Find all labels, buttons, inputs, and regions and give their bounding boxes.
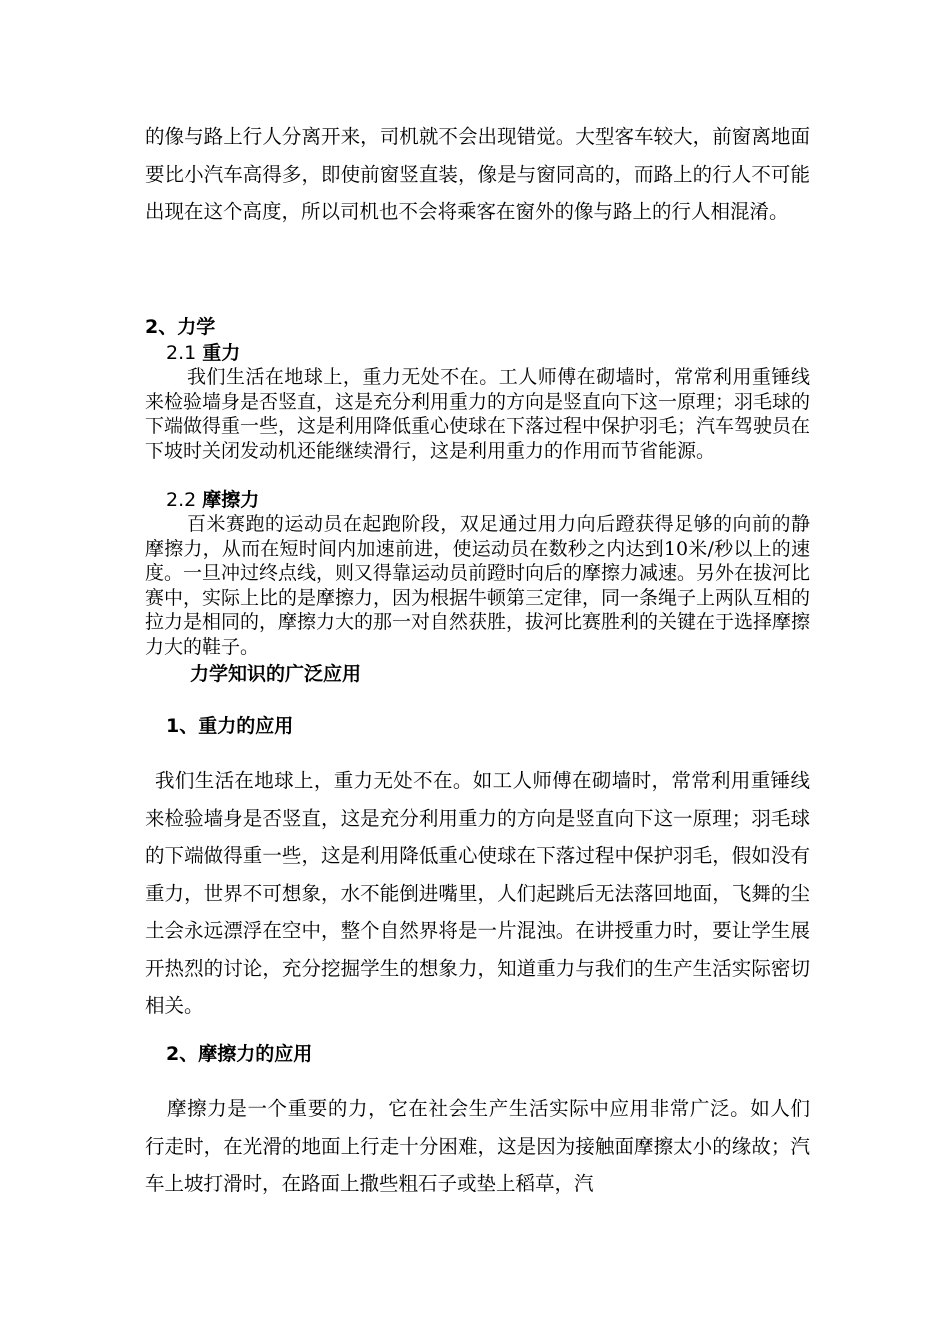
friction-application-paragraph: 摩擦力是一个重要的力，它在社会生产生活实际中应用非常广泛。如人们行走时，在光滑的地面上行走十分困难，这是因为接触面摩擦太小的缘故；汽车上坡打滑时，在路面上撒些粗石子或垫上稻草，汽 xyxy=(145,1097,810,1195)
gravity-application-heading: 1、重力的应用 xyxy=(166,715,294,737)
gravity-paragraph: 我们生活在地球上，重力无处不在。工人师傅在砌墙时，常常利用重锤线来检验墙身是否竖直，这是充分利用重力的方向是竖直向下这一原理；羽毛球的下端做得重一些，这是利用降低重心使球在下落过程中保护羽毛；汽车驾驶员在下坡时关闭发动机还能继续滑行，这是利用重力的作用而节省能源。 xyxy=(145,366,811,462)
subsection-title: 重力 xyxy=(202,342,241,364)
friction-application-heading: 2、摩擦力的应用 xyxy=(166,1043,313,1065)
friction-paragraph: 百米赛跑的运动员在起跑阶段，双足通过用力向后蹬获得足够的向前的静摩擦力，从而在短时间内加速前进，使运动员在数秒之内达到10米/秒以上的速度。一旦冲过终点线，则又得靠运动员前蹬时向后的摩擦力减速。另外在拔河比赛中，实际上比的是摩擦力，因为根据牛顿第三定律，同一条绳子上两队互相的拉力是相同的，摩擦力大的那一对自然获胜，拔河比赛胜利的关键在于选择摩擦力大的鞋子。 xyxy=(145,513,811,658)
subsection-number: 2.1 xyxy=(166,342,197,364)
gravity-application-paragraph: 我们生活在地球上，重力无处不在。如工人师傅在砌墙时，常常利用重锤线来检验墙身是否竖直，这是充分利用重力的方向是竖直向下这一原理；羽毛球的下端做得重一些，这是利用降低重心使球在下落过程中保护羽毛，假如没有重力，世界不可想象，水不能倒进嘴里，人们起跳后无法落回地面，飞舞的尘土会永远漂浮在空中，整个自然界将是一片混浊。在讲授重力时，要让学生展开热烈的讨论，充分挖掘学生的想象力，知道重力与我们的生产生活实际密切相关。 xyxy=(145,769,810,1017)
applications-title: 力学知识的广泛应用 xyxy=(190,663,362,685)
intro-paragraph: 的像与路上行人分离开来，司机就不会出现错觉。大型客车较大，前窗离地面要比小汽车高得多，即使前窗竖直装，像是与窗同高的，而路上的行人不可能出现在这个高度，所以司机也不会将乘客在窗外的像与路上的行人相混淆。 xyxy=(145,125,810,223)
subsection-title: 摩擦力 xyxy=(202,489,260,511)
section-heading-mechanics: 2、力学 xyxy=(145,316,216,338)
subsection-heading-friction xyxy=(166,488,259,512)
subsection-heading-gravity xyxy=(166,341,240,365)
subsection-number: 2.2 xyxy=(166,489,197,511)
